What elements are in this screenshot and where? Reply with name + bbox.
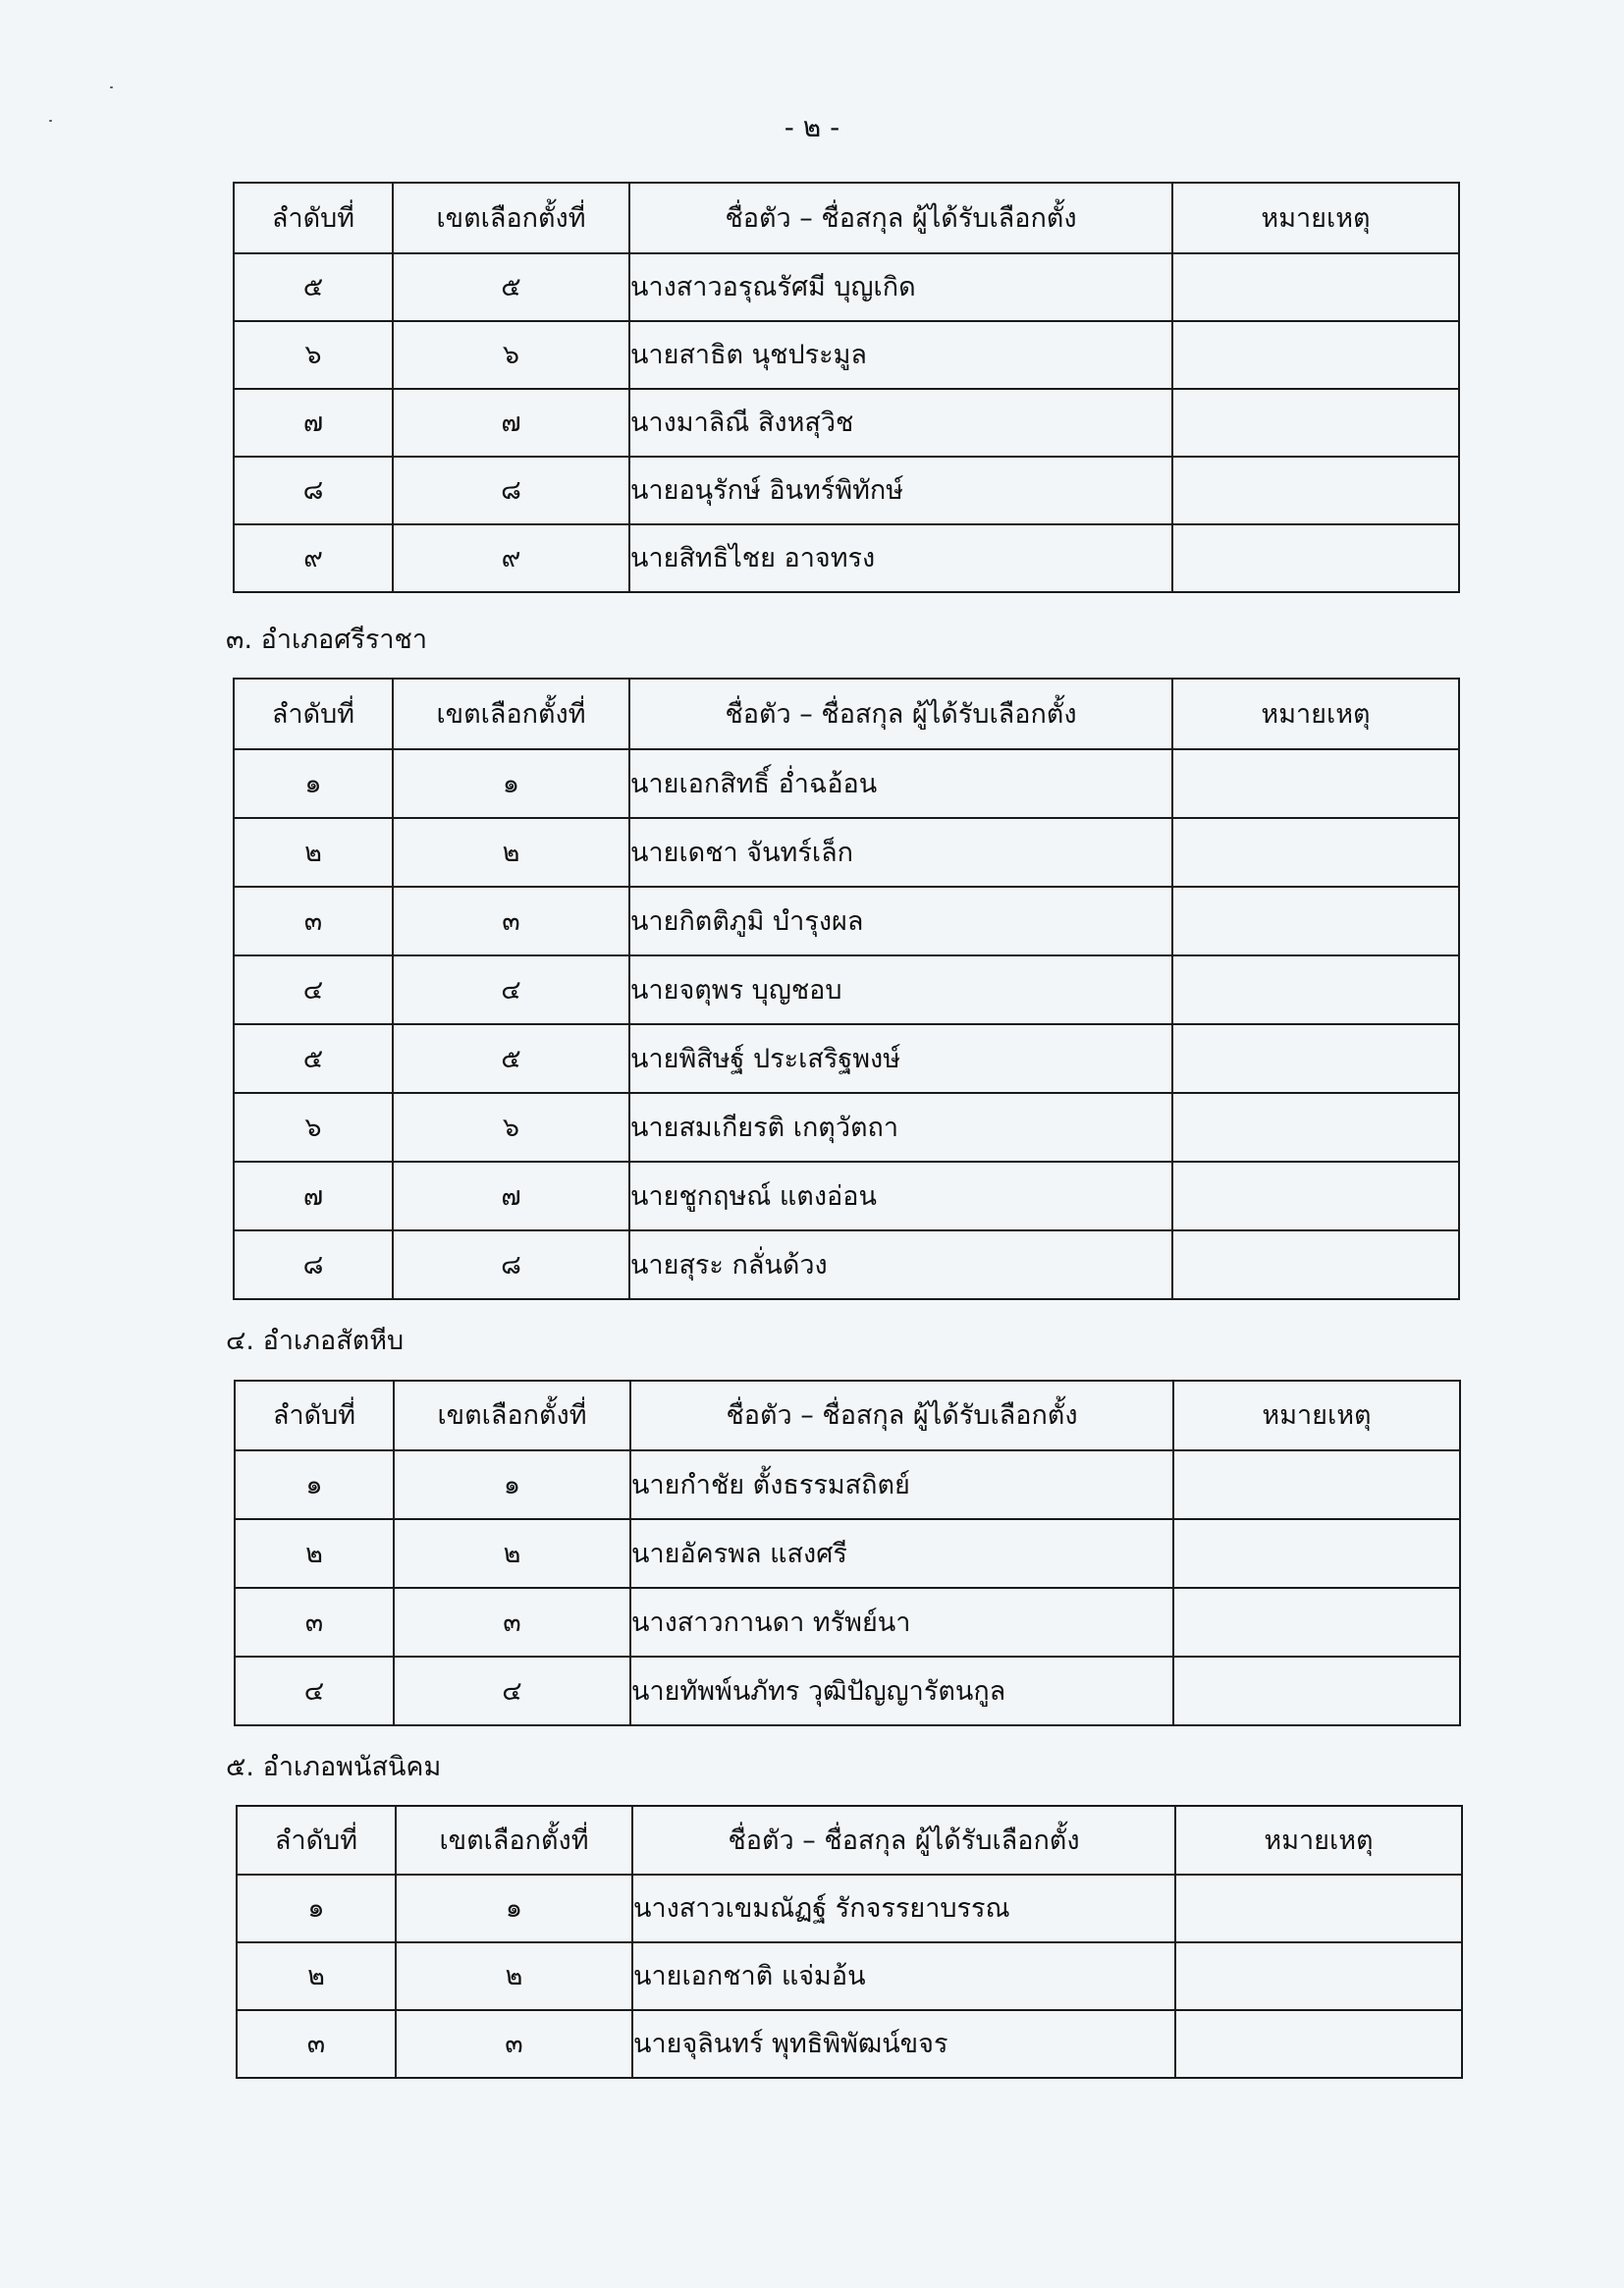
district-cell: ๕ xyxy=(393,1024,629,1093)
order-cell: ๘ xyxy=(234,457,393,524)
name-cell: นายกำชัย ตั้งธรรมสถิตย์ xyxy=(630,1450,1173,1519)
name-cell: นายสมเกียรติ เกตุวัตถา xyxy=(629,1093,1172,1162)
header-district: เขตเลือกตั้งที่ xyxy=(393,679,629,749)
remark-cell xyxy=(1172,321,1459,389)
header-name: ชื่อตัว – ชื่อสกุล ผู้ได้รับเลือกตั้ง xyxy=(629,183,1172,253)
order-cell: ๒ xyxy=(234,818,393,887)
remark-cell xyxy=(1172,955,1459,1024)
order-cell: ๖ xyxy=(234,321,393,389)
remark-cell xyxy=(1175,1942,1462,2010)
remark-cell xyxy=(1173,1450,1460,1519)
name-cell: นายอนุรักษ์ อินทร์พิทักษ์ xyxy=(629,457,1172,524)
order-cell: ๔ xyxy=(234,955,393,1024)
table-row xyxy=(237,1875,1462,1942)
header-order: ลำดับที่ xyxy=(234,679,393,749)
remark-cell xyxy=(1172,887,1459,955)
remark-cell xyxy=(1172,1024,1459,1093)
remark-cell xyxy=(1175,1875,1462,1942)
header-remarks: หมายเหตุ xyxy=(1172,679,1459,749)
remark-cell xyxy=(1172,524,1459,592)
order-cell: ๑ xyxy=(235,1450,394,1519)
remark-cell xyxy=(1172,749,1459,818)
district-cell: ๒ xyxy=(394,1519,630,1588)
header-name: ชื่อตัว – ชื่อสกุล ผู้ได้รับเลือกตั้ง xyxy=(632,1806,1175,1875)
remark-cell xyxy=(1172,389,1459,457)
header-remarks: หมายเหตุ xyxy=(1172,183,1459,253)
order-cell: ๗ xyxy=(234,1162,393,1230)
order-cell: ๖ xyxy=(234,1093,393,1162)
name-cell: นายสิทธิไชย อาจทรง xyxy=(629,524,1172,592)
district-cell: ๑ xyxy=(394,1450,630,1519)
remark-cell xyxy=(1172,457,1459,524)
results-table-sattahip xyxy=(234,1380,1461,1726)
table-row xyxy=(235,1450,1460,1519)
name-cell: นางสาวกานดา ทรัพย์นา xyxy=(630,1588,1173,1657)
name-cell: นายพิสิษฐ์ ประเสริฐพงษ์ xyxy=(629,1024,1172,1093)
table-row xyxy=(235,1657,1460,1725)
name-cell: นายชูกฤษณ์ แตงอ่อน xyxy=(629,1162,1172,1230)
name-cell: นายเอกสิทธิ์ อ่ำฉอ้อน xyxy=(629,749,1172,818)
order-cell: ๙ xyxy=(234,524,393,592)
section-heading-phanat-nikhom: ๕. อำเภอพนัสนิคม xyxy=(226,1752,442,1782)
district-cell: ๕ xyxy=(393,253,629,321)
order-cell: ๔ xyxy=(235,1657,394,1725)
district-cell: ๖ xyxy=(393,321,629,389)
remark-cell xyxy=(1173,1588,1460,1657)
table-row xyxy=(235,1519,1460,1588)
remark-cell xyxy=(1172,1230,1459,1299)
name-cell: นางสาวเขมณัฏฐ์ รักจรรยาบรรณ xyxy=(632,1875,1175,1942)
order-cell: ๒ xyxy=(235,1519,394,1588)
order-cell: ๒ xyxy=(237,1942,396,2010)
table-row xyxy=(234,818,1459,887)
table-row xyxy=(234,887,1459,955)
name-cell: นายเดชา จันทร์เล็ก xyxy=(629,818,1172,887)
order-cell: ๑ xyxy=(234,749,393,818)
district-cell: ๘ xyxy=(393,1230,629,1299)
table-header-row xyxy=(234,183,1459,253)
order-cell: ๕ xyxy=(234,253,393,321)
order-cell: ๗ xyxy=(234,389,393,457)
order-cell: ๓ xyxy=(237,2010,396,2078)
section-heading-sattahip: ๔. อำเภอสัตหีบ xyxy=(226,1326,405,1356)
table-row xyxy=(234,1162,1459,1230)
remark-cell xyxy=(1172,253,1459,321)
district-cell: ๓ xyxy=(393,887,629,955)
district-cell: ๗ xyxy=(393,1162,629,1230)
name-cell: นางมาลิณี สิงหสุวิช xyxy=(629,389,1172,457)
remark-cell xyxy=(1172,1093,1459,1162)
table-row xyxy=(237,2010,1462,2078)
order-cell: ๓ xyxy=(234,887,393,955)
name-cell: นายกิตติภูมิ บำรุงผล xyxy=(629,887,1172,955)
table-row xyxy=(234,1093,1459,1162)
results-table-continued xyxy=(233,182,1460,593)
table-row xyxy=(234,524,1459,592)
table-row xyxy=(234,389,1459,457)
header-order: ลำดับที่ xyxy=(234,183,393,253)
table-row xyxy=(234,253,1459,321)
table-row xyxy=(235,1588,1460,1657)
name-cell: นายอัครพล แสงศรี xyxy=(630,1519,1173,1588)
remark-cell xyxy=(1173,1519,1460,1588)
header-district: เขตเลือกตั้งที่ xyxy=(394,1381,630,1450)
name-cell: นายจุลินทร์ พุทธิพิพัฒน์ขจร xyxy=(632,2010,1175,2078)
district-cell: ๒ xyxy=(393,818,629,887)
header-order: ลำดับที่ xyxy=(237,1806,396,1875)
header-remarks: หมายเหตุ xyxy=(1175,1806,1462,1875)
table-header-row xyxy=(234,679,1459,749)
table-row xyxy=(237,1942,1462,2010)
table-row xyxy=(234,955,1459,1024)
order-cell: ๘ xyxy=(234,1230,393,1299)
page-number: - ๒ - xyxy=(784,111,840,143)
remark-cell xyxy=(1172,818,1459,887)
district-cell: ๓ xyxy=(396,2010,632,2078)
district-cell: ๖ xyxy=(393,1093,629,1162)
results-table-si-racha xyxy=(233,678,1460,1300)
table-row xyxy=(234,321,1459,389)
district-cell: ๙ xyxy=(393,524,629,592)
header-remarks: หมายเหตุ xyxy=(1173,1381,1460,1450)
table-row xyxy=(234,457,1459,524)
table-header-row xyxy=(235,1381,1460,1450)
name-cell: นายสาธิต นุชประมูล xyxy=(629,321,1172,389)
name-cell: นายจตุพร บุญชอบ xyxy=(629,955,1172,1024)
district-cell: ๓ xyxy=(394,1588,630,1657)
order-cell: ๓ xyxy=(235,1588,394,1657)
results-table-phanat-nikhom xyxy=(236,1805,1463,2079)
table-row xyxy=(234,1024,1459,1093)
header-order: ลำดับที่ xyxy=(235,1381,394,1450)
district-cell: ๒ xyxy=(396,1942,632,2010)
order-cell: ๕ xyxy=(234,1024,393,1093)
district-cell: ๘ xyxy=(393,457,629,524)
district-cell: ๗ xyxy=(393,389,629,457)
name-cell: นางสาวอรุณรัศมี บุญเกิด xyxy=(629,253,1172,321)
order-cell: ๑ xyxy=(237,1875,396,1942)
district-cell: ๑ xyxy=(396,1875,632,1942)
header-district: เขตเลือกตั้งที่ xyxy=(393,183,629,253)
table-row xyxy=(234,1230,1459,1299)
remark-cell xyxy=(1173,1657,1460,1725)
name-cell: นายสุระ กลั่นด้วง xyxy=(629,1230,1172,1299)
name-cell: นายทัพพ์นภัทร วุฒิปัญญารัตนกูล xyxy=(630,1657,1173,1725)
header-district: เขตเลือกตั้งที่ xyxy=(396,1806,632,1875)
header-name: ชื่อตัว – ชื่อสกุล ผู้ได้รับเลือกตั้ง xyxy=(629,679,1172,749)
scan-speck xyxy=(110,86,113,88)
table-row xyxy=(234,749,1459,818)
table-header-row xyxy=(237,1806,1462,1875)
header-name: ชื่อตัว – ชื่อสกุล ผู้ได้รับเลือกตั้ง xyxy=(630,1381,1173,1450)
remark-cell xyxy=(1175,2010,1462,2078)
district-cell: ๔ xyxy=(394,1657,630,1725)
district-cell: ๑ xyxy=(393,749,629,818)
section-heading-si-racha: ๓. อำเภอศรีราชา xyxy=(226,625,428,655)
remark-cell xyxy=(1172,1162,1459,1230)
district-cell: ๔ xyxy=(393,955,629,1024)
name-cell: นายเอกชาติ แจ่มอ้น xyxy=(632,1942,1175,2010)
